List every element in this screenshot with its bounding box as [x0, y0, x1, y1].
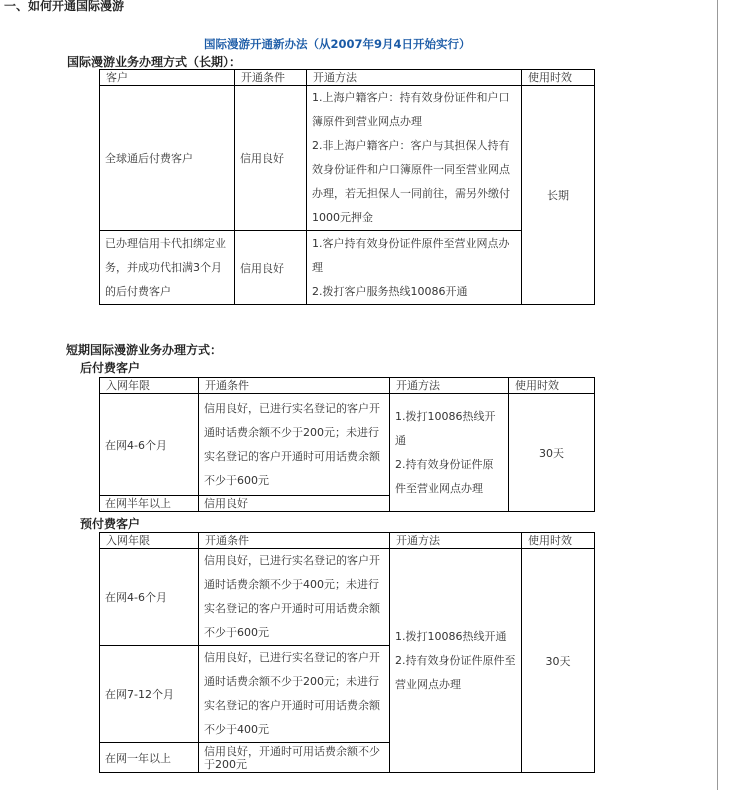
tenure-cell: 在网4-6个月	[100, 549, 199, 646]
validity-cell: 长期	[522, 86, 595, 305]
condition-cell: 信用良好，已进行实名登记的客户开通时话费余额不少于200元；未进行实名登记的客户开通时可用话费余额不少于400元	[199, 646, 390, 743]
method-line: 2.拨打客户服务热线10086开通	[312, 284, 468, 298]
header-cell: 开通方法	[390, 378, 509, 394]
header-cell: 使用时效	[509, 378, 595, 394]
tenure-cell: 在网4-6个月	[100, 394, 199, 496]
table-row	[100, 549, 595, 646]
header-cell: 开通条件	[199, 378, 390, 394]
tenure-cell: 在网半年以上	[100, 496, 199, 512]
long-term-subtitle: 国际漫游业务办理方式（长期）：	[67, 55, 242, 69]
customer-cell: 已办理信用卡代扣绑定业务，并成功代扣满3个月的后付费客户	[100, 231, 235, 305]
validity-cell: 30天	[522, 549, 595, 773]
condition-cell: 信用良好	[235, 86, 307, 231]
postpaid-label: 后付费客户	[80, 361, 141, 375]
right-divider-line	[717, 0, 718, 790]
tenure-cell: 在网7-12个月	[100, 646, 199, 743]
condition-cell: 信用良好	[235, 231, 307, 305]
header-cell: 开通方法	[307, 70, 522, 86]
method-line: 2.非上海户籍客户：客户与其担保人持有效身份证件和户口簿原件一同至营业网点办理，若无担保人一同前往，需另外缴付1000元押金	[312, 139, 510, 224]
customer-cell: 全球通后付费客户	[100, 86, 235, 231]
table-header-row	[100, 378, 595, 394]
method-cell	[390, 394, 509, 512]
method-line: 1.拨打10086热线开通	[395, 629, 507, 643]
table-row	[100, 231, 595, 305]
method-line: 1.客户持有效身份证件原件至营业网点办理	[312, 236, 510, 274]
header-cell: 开通条件	[199, 533, 390, 549]
method-cell	[390, 549, 522, 773]
method-line: 1.拨打10086热线开通	[395, 409, 496, 447]
method-cell	[307, 231, 522, 305]
table-row	[100, 394, 595, 496]
prepaid-label: 预付费客户	[80, 517, 141, 531]
header-cell: 开通条件	[235, 70, 307, 86]
condition-cell: 信用良好	[199, 496, 390, 512]
table-header-row	[100, 70, 595, 86]
section-heading: 一、如何开通国际漫游	[4, 0, 125, 13]
header-cell: 使用时效	[522, 533, 595, 549]
postpaid-table	[99, 377, 595, 512]
method-line: 2.持有效身份证件原件至营业网点办理	[395, 653, 516, 691]
condition-cell: 信用良好，已进行实名登记的客户开通时话费余额不少于400元；未进行实名登记的客户开通时可用话费余额不少于600元	[199, 549, 390, 646]
condition-cell: 信用良好，开通时可用话费余额不少于200元	[199, 743, 390, 773]
header-cell: 入网年限	[100, 533, 199, 549]
header-cell: 使用时效	[522, 70, 595, 86]
table-row	[100, 86, 595, 231]
prepaid-table	[99, 532, 595, 773]
short-term-subtitle: 短期国际漫游业务办理方式：	[66, 343, 223, 357]
condition-cell: 信用良好，已进行实名登记的客户开通时话费余额不少于200元；未进行实名登记的客户开通时可用话费余额不少于600元	[199, 394, 390, 496]
validity-cell: 30天	[509, 394, 595, 512]
method-cell	[307, 86, 522, 231]
tenure-cell: 在网一年以上	[100, 743, 199, 773]
method-line: 2.持有效身份证件原件至营业网点办理	[395, 457, 494, 495]
method-line: 1.上海户籍客户：持有效身份证件和户口簿原件到营业网点办理	[312, 91, 510, 128]
long-term-table	[99, 69, 595, 305]
header-cell: 客户	[100, 70, 235, 86]
header-cell: 入网年限	[100, 378, 199, 394]
page-title: 国际漫游开通新办法（从2007年9月4日开始实行）	[204, 37, 471, 51]
header-cell: 开通方法	[390, 533, 522, 549]
table-header-row	[100, 533, 595, 549]
